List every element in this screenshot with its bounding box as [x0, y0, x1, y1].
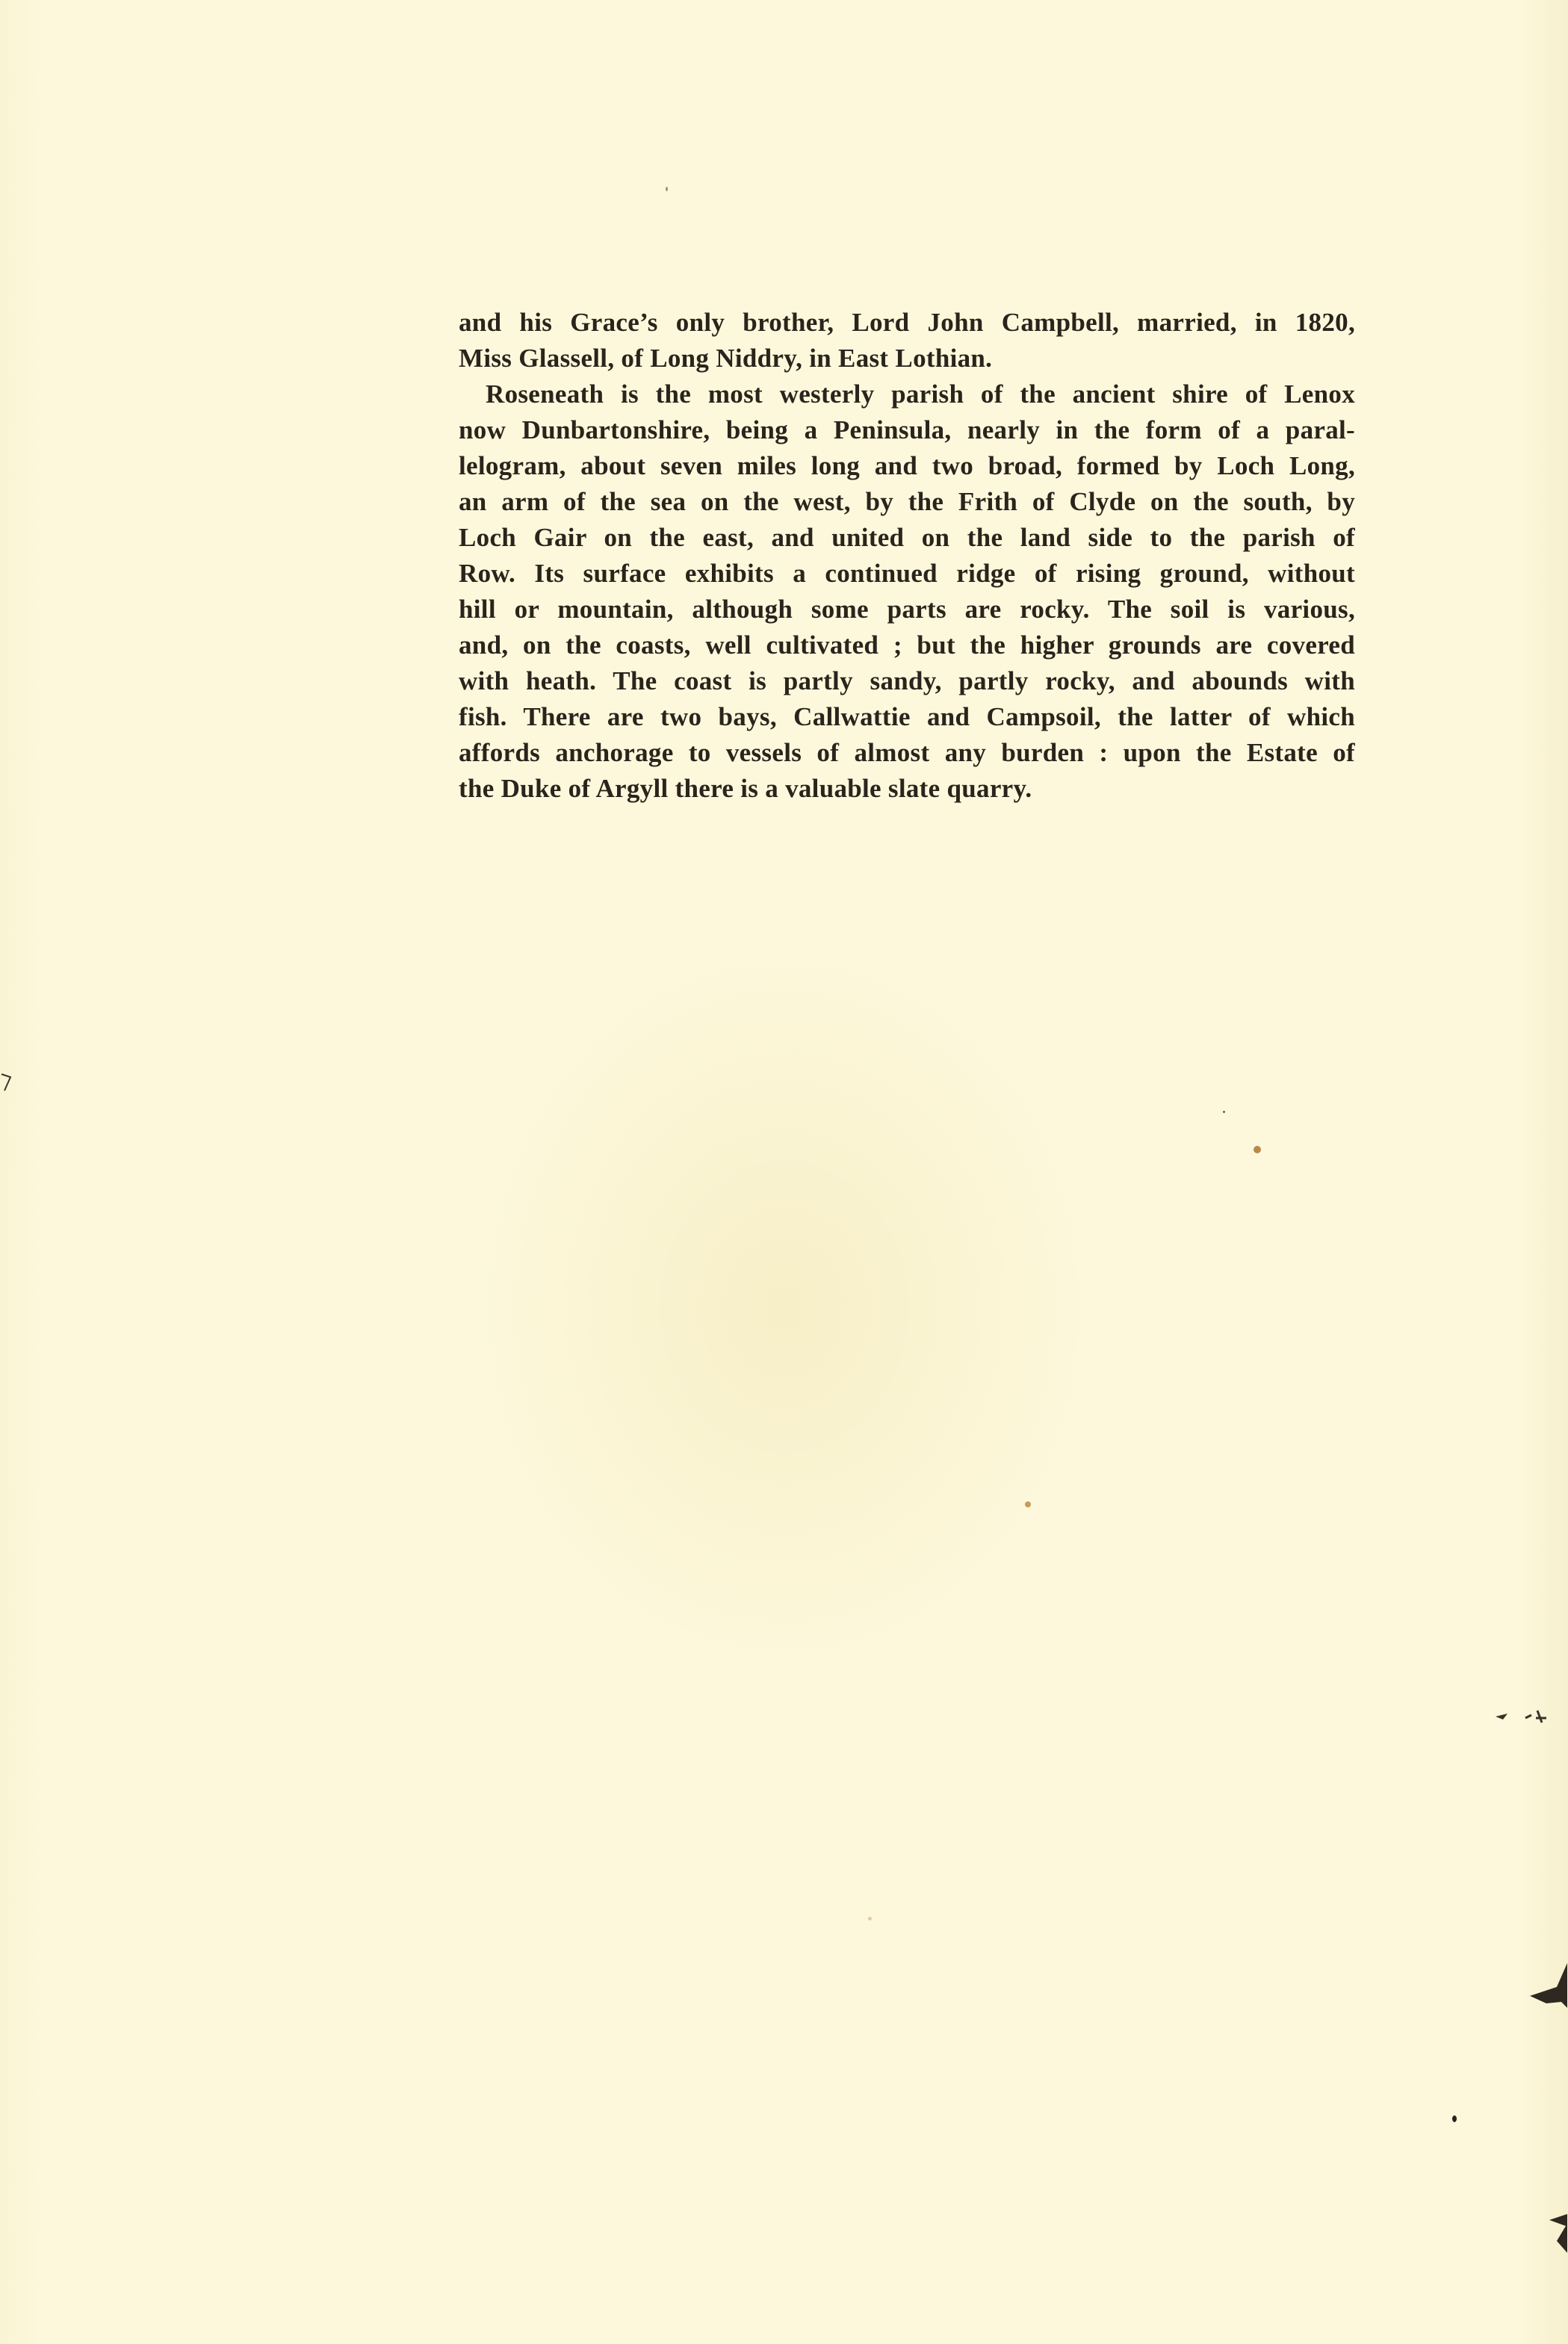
- text-line: fish. There are two bays, Callwattie and Campsoil, the latter of which: [459, 702, 1355, 731]
- text-line: an arm of the sea on the west, by the Frith of Clyde on the south, by: [459, 487, 1355, 516]
- paragraph-2: [459, 376, 1355, 807]
- text-line: and, on the coasts, well cultivated ; but the higher grounds are covered: [459, 630, 1355, 660]
- edge-mark-right-2: [1524, 1957, 1568, 2009]
- paper-speck: [1223, 1111, 1225, 1113]
- text-line: Loch Gair on the east, and united on the land side to the parish of: [459, 523, 1355, 552]
- text-line: the Duke of Argyll there is a valuable slate quarry.: [459, 774, 1032, 803]
- paper-speck: [1254, 1146, 1261, 1153]
- edge-mark-right-1: [1493, 1703, 1567, 1730]
- text-line: with heath. The coast is partly sandy, partly rocky, and abounds with: [459, 666, 1355, 695]
- text-line: Miss Glassell, of Long Niddry, in East Lothian.: [459, 344, 993, 373]
- paper-speck: [1025, 1501, 1031, 1507]
- body-text: [459, 305, 1355, 807]
- text-line: Roseneath is the most westerly parish of the ancient shire of Lenox: [486, 379, 1355, 409]
- paragraph-1: [459, 305, 1355, 376]
- text-line: affords anchorage to vessels of almost any burden : upon the Estate of: [459, 738, 1355, 767]
- paper-speck: [666, 187, 668, 191]
- text-line: and his Grace’s only brother, Lord John Campbell, married, in 1820,: [459, 308, 1355, 337]
- edge-mark-right-3: [1546, 2211, 1568, 2256]
- paper-speck: [868, 1917, 872, 1920]
- text-line: hill or mountain, although some parts are rocky. The soil is various,: [459, 595, 1355, 624]
- text-line: lelogram, about seven miles long and two broad, formed by Loch Long,: [459, 451, 1355, 480]
- text-line: now Dunbartonshire, being a Peninsula, nearly in the form of a paral-: [459, 415, 1355, 444]
- edge-mark-left: [0, 1068, 18, 1098]
- paper-speck: [1452, 2115, 1457, 2122]
- text-line: Row. Its surface exhibits a continued ridge of rising ground, without: [459, 559, 1355, 588]
